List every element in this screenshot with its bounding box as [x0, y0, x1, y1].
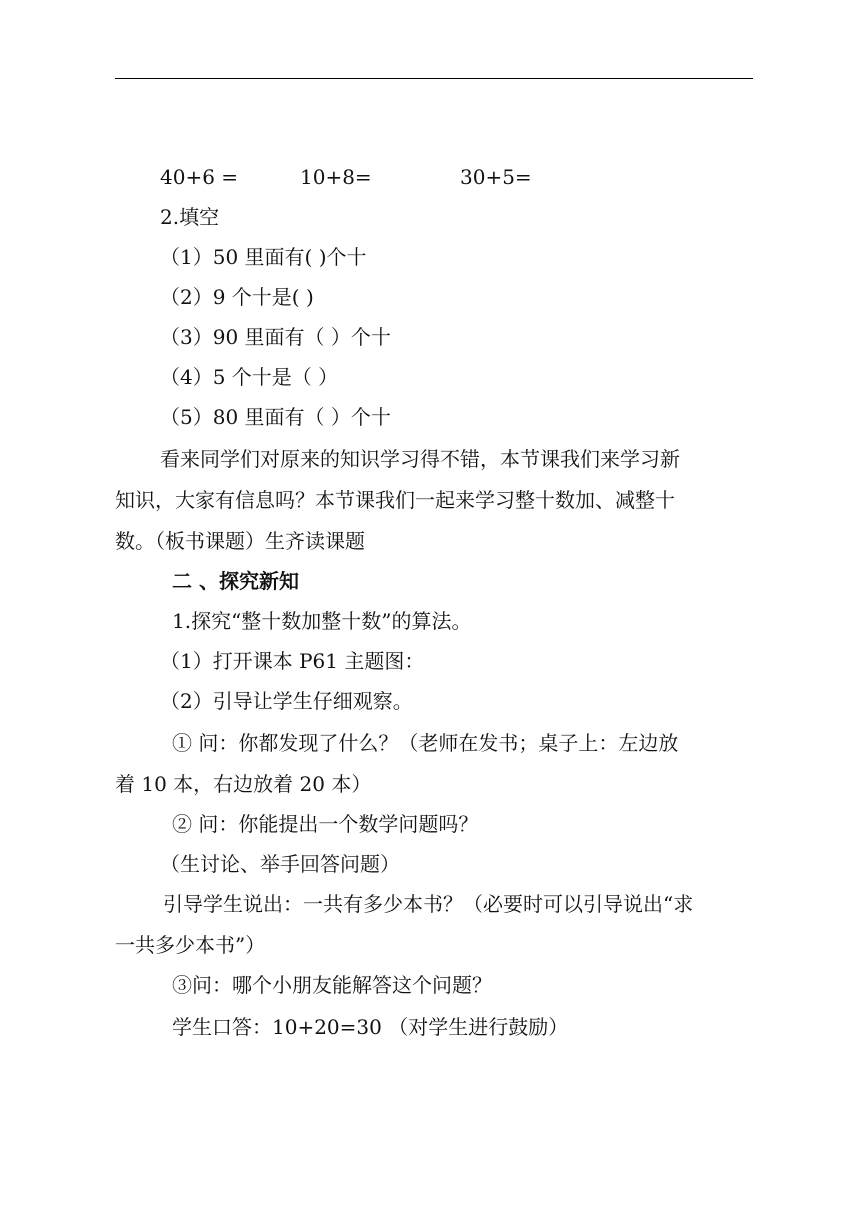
fill-item-2: （2）9 个十是( ): [160, 285, 314, 309]
fill-item-3: （3）90 里面有（ ）个十: [160, 325, 391, 349]
section-heading: 二 、探究新知: [172, 569, 299, 593]
equation-3: 30+5=: [460, 165, 532, 189]
fill-title: 2.填空: [160, 205, 220, 229]
question-1-line-1: ① 问：你都发现了什么？（老师在发书；桌子上：左边放: [172, 731, 679, 755]
item-1-1: （1）打开课本 P61 主题图：: [160, 649, 425, 673]
guide-line-2: 一共多少本书”）: [115, 933, 266, 957]
intro-paragraph-line-3: 数。（板书课题）生齐读课题: [115, 529, 365, 553]
question-3: ③问：哪个小朋友能解答这个问题？: [172, 973, 492, 997]
question-1-line-2: 着 10 本，右边放着 20 本）: [115, 772, 372, 796]
item-1-2: （2）引导让学生仔细观察。: [160, 689, 413, 713]
fill-item-1: （1）50 里面有( )个十: [160, 245, 367, 269]
discussion-note: （生讨论、举手回答问题）: [160, 852, 400, 876]
fill-item-5: （5）80 里面有（ ）个十: [160, 405, 391, 429]
intro-paragraph-line-1: 看来同学们对原来的知识学习得不错，本节课我们来学习新: [160, 447, 680, 471]
equation-1: 40+6 =: [160, 165, 239, 189]
header-rule: [115, 78, 753, 79]
equation-2: 10+8=: [300, 165, 372, 189]
intro-paragraph-line-2: 知识，大家有信息吗？本节课我们一起来学习整十数加、减整十: [115, 488, 675, 512]
student-answer: 学生口答：10+20=30 （对学生进行鼓励）: [172, 1015, 569, 1039]
question-2: ② 问：你能提出一个数学问题吗？: [172, 812, 479, 836]
fill-item-4: （4）5 个十是（ ）: [160, 365, 339, 389]
guide-line-1: 引导学生说出：一共有多少本书？（必要时可以引导说出“求: [163, 892, 694, 916]
item-1: 1.探究“整十数加整十数”的算法。: [172, 609, 472, 633]
